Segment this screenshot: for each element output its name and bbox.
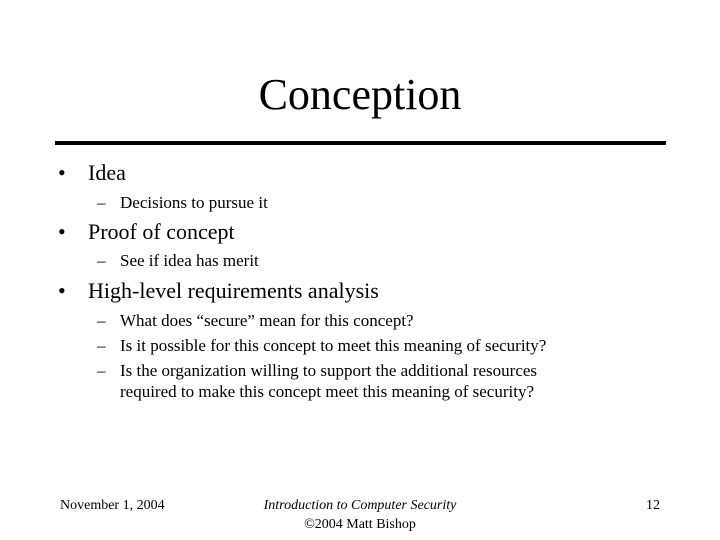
bullet-icon: • [58,219,66,244]
bullet-text: Proof of concept [88,219,235,244]
title-divider [55,141,666,145]
dash-icon: – [97,311,106,330]
footer-course: Introduction to Computer Security [263,498,457,513]
bullet-text: Idea [88,160,126,185]
sub-bullet-text: Decisions to pursue it [120,193,268,212]
dash-icon: – [97,361,106,380]
bullet-icon: • [58,278,66,303]
dash-icon: – [97,251,106,270]
footer-date: November 1, 2004 [60,498,165,513]
sub-bullet-text: What does “secure” mean for this concept? [120,311,414,330]
footer-center [200,496,520,534]
dash-icon: – [97,193,106,212]
page-number: 12 [646,498,660,513]
sub-bullet-text: Is the organization willing to support the additional resources [120,361,538,380]
slide-title: Conception [258,70,462,119]
dash-icon: – [97,336,106,355]
sub-bullet-text: required to make this concept meet this meaning of security? [120,382,535,401]
footer-copyright: ©2004 Matt Bishop [304,517,416,532]
bullet-icon: • [58,160,66,185]
sub-bullet-text: See if idea has merit [120,251,259,270]
bullet-text: High-level requirements analysis [88,278,379,303]
sub-bullet-text: Is it possible for this concept to meet this meaning of security? [120,336,547,355]
